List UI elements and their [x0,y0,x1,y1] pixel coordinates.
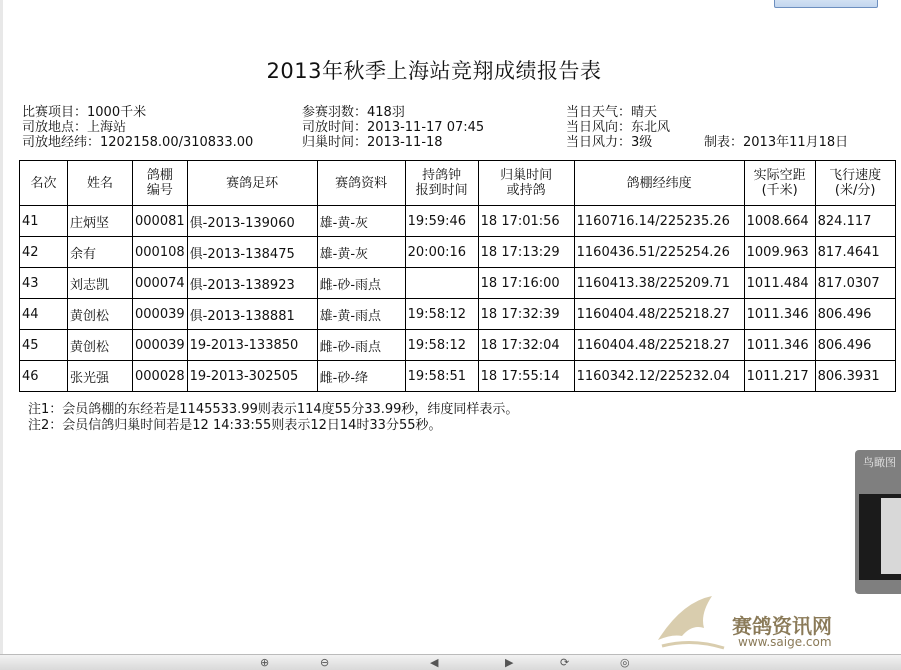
table-cell: 19-2013-302505 [187,361,317,392]
table-cell: 817.0307 [815,268,895,299]
table-header-row [20,161,896,206]
table-row [20,299,896,330]
table-row [20,361,896,392]
table-cell: 44 [20,299,68,330]
column-header: 姓名 [68,161,133,206]
table-cell: 雌-砂-雨点 [317,268,405,299]
table-cell: 1011.346 [744,299,815,330]
table-cell: 41 [20,206,68,237]
info-wind-direction: 当日风向：东北风 [566,120,671,135]
table-cell: 刘志凯 [68,268,133,299]
table-cell: 45 [20,330,68,361]
table-cell: 黄创松 [68,330,133,361]
watermark-url: www.saige.com [738,635,832,649]
table-cell: 雌-砂-绛 [317,361,405,392]
window-left-edge [0,0,3,669]
table-cell: 张光强 [68,361,133,392]
pigeon-logo-icon [652,588,732,654]
table-cell [405,268,478,299]
column-header: 鸽棚 编号 [133,161,188,206]
results-table [19,160,896,392]
table-cell: 20:00:16 [405,237,478,268]
info-entries: 参赛羽数：418羽 [302,105,405,120]
table-cell: 19:58:12 [405,299,478,330]
table-cell: 806.3931 [815,361,895,392]
info-wind-force: 当日风力：3级 [566,135,653,150]
table-row [20,237,896,268]
table-cell: 1160413.38/225209.71 [574,268,744,299]
table-cell: 1160342.12/225232.04 [574,361,744,392]
bottom-toolbar [0,654,901,670]
table-cell: 806.496 [815,330,895,361]
table-cell: 000028 [133,361,188,392]
column-header: 赛鸽资料 [317,161,405,206]
table-cell: 雌-砂-雨点 [317,330,405,361]
table-cell: 824.117 [815,206,895,237]
watermark-text: 赛鸽资讯网 [732,614,832,638]
table-row [20,206,896,237]
table-cell: 000039 [133,330,188,361]
table-cell: 余有 [68,237,133,268]
fit-icon[interactable]: ◎ [620,656,630,669]
notes [28,402,518,434]
table-cell: 000108 [133,237,188,268]
table-cell: 18 17:16:00 [478,268,574,299]
info-event-item: 比赛项目：1000千米 [22,105,147,120]
table-cell: 1160716.14/225235.26 [574,206,744,237]
table-cell: 1011.217 [744,361,815,392]
prev-icon[interactable]: ◀ [430,656,439,669]
table-cell: 19:58:51 [405,361,478,392]
overview-label: 鸟瞰图 [863,456,896,469]
table-cell: 1009.963 [744,237,815,268]
table-cell: 1160436.51/225254.26 [574,237,744,268]
table-cell: 18 17:55:14 [478,361,574,392]
table-cell: 18 17:01:56 [478,206,574,237]
overview-thumbnail[interactable] [859,494,901,580]
info-return-date: 归巢时间：2013-11-18 [302,135,443,150]
zoom-icon[interactable]: ⊕ [260,656,270,669]
table-row [20,268,896,299]
table-cell: 俱-2013-139060 [187,206,317,237]
table-cell: 000081 [133,206,188,237]
zoom-out-icon[interactable]: ⊖ [320,656,330,669]
page-title: 2013年秋季上海站竞翔成绩报告表 [266,59,602,83]
info-weather: 当日天气：晴天 [566,105,658,120]
table-cell: 黄创松 [68,299,133,330]
table-row [20,330,896,361]
column-header: 飞行速度 (米/分) [815,161,895,206]
column-header: 赛鸽足环 [187,161,317,206]
info-col-weather [566,105,670,150]
column-header: 名次 [20,161,68,206]
table-cell: 000074 [133,268,188,299]
column-header: 鸽棚经纬度 [574,161,744,206]
note-2: 注2：会员信鸽归巢时间若是12 14:33:55则表示12日14时33分55秒。 [28,418,442,433]
table-cell: 46 [20,361,68,392]
table-cell: 43 [20,268,68,299]
table-cell: 俱-2013-138923 [187,268,317,299]
info-col-race [302,105,484,150]
table-cell: 庄炳坚 [68,206,133,237]
info-release-coords: 司放地经纬：1202158.00/310833.00 [22,135,254,150]
info-release-time: 司放时间：2013-11-17 07:45 [302,120,485,135]
table-cell: 18 17:32:39 [478,299,574,330]
table-cell: 1160404.48/225218.27 [574,330,744,361]
table-cell: 1008.664 [744,206,815,237]
column-header: 实际空距 (千米) [744,161,815,206]
note-1: 注1：会员鸽棚的东经若是1145533.99则表示114度55分33.99秒，纬度同样表示。 [28,402,519,417]
table-cell: 雄-黄-灰 [317,206,405,237]
table-cell: 19:59:46 [405,206,478,237]
column-header: 持鸽钟 报到时间 [405,161,478,206]
table-cell: 000039 [133,299,188,330]
table-body [20,206,896,392]
table-cell: 俱-2013-138475 [187,237,317,268]
table-cell: 817.4641 [815,237,895,268]
info-col-event [22,105,253,150]
table-cell: 1011.346 [744,330,815,361]
next-icon[interactable]: ▶ [505,656,514,669]
table-cell: 18 17:13:29 [478,237,574,268]
table-cell: 42 [20,237,68,268]
table-cell: 1160404.48/225218.27 [574,299,744,330]
info-made-date: 制表：2013年11月18日 [704,135,849,150]
table-cell: 1011.484 [744,268,815,299]
column-header: 归巢时间 或持鸽 [478,161,574,206]
info-release-place: 司放地点：上海站 [22,120,127,135]
table-cell: 俱-2013-138881 [187,299,317,330]
table-cell: 雄-黄-雨点 [317,299,405,330]
table-cell: 806.496 [815,299,895,330]
watermark-logo [652,588,862,654]
rotate-icon[interactable]: ⟳ [560,656,570,669]
table-cell: 19-2013-133850 [187,330,317,361]
table-cell: 19:58:12 [405,330,478,361]
overview-thumbnail-panel[interactable] [855,450,901,594]
top-toolbar-button[interactable] [774,0,878,8]
table-cell: 雄-黄-灰 [317,237,405,268]
table-cell: 18 17:32:04 [478,330,574,361]
